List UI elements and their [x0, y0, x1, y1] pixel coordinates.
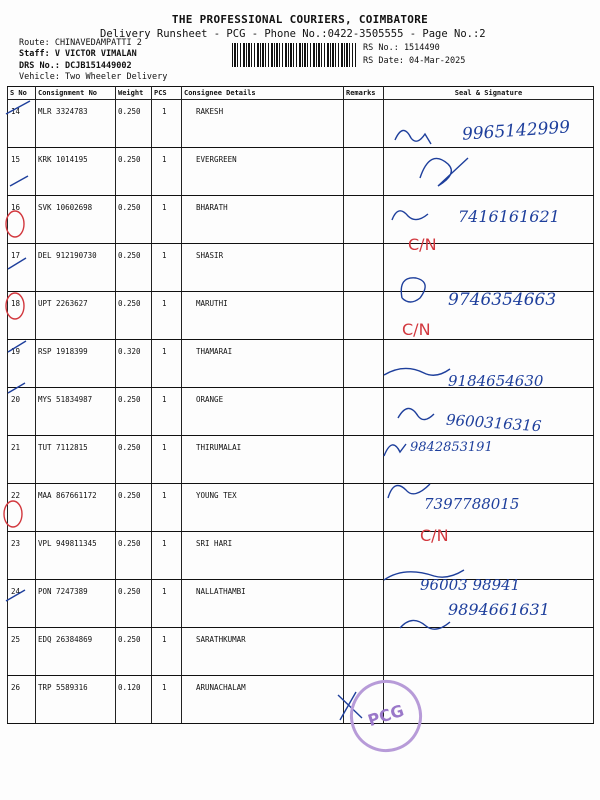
cell-weight: 0.250 [116, 436, 152, 484]
route-label: Route: CHINAVEDAMPATTI 2 [19, 38, 142, 48]
cell-pcs: 1 [152, 484, 182, 532]
cell-weight: 0.250 [116, 148, 152, 196]
signature-row-22 [384, 444, 406, 456]
cell-sno: 22 [8, 484, 36, 532]
cell-consignment-no: KRK 1014195 [36, 148, 116, 196]
cell-weight: 0.250 [116, 628, 152, 676]
cell-weight: 0.320 [116, 340, 152, 388]
cell-consignment-no: MLR 3324783 [36, 100, 116, 148]
cell-sno: 16 [8, 196, 36, 244]
cell-weight: 0.250 [116, 484, 152, 532]
cell-consignment-no: EDQ 26384869 [36, 628, 116, 676]
company-name: THE PROFESSIONAL COURIERS, COIMBATORE [171, 13, 429, 26]
cell-pcs: 1 [152, 100, 182, 148]
col-header-pcs: PCS [152, 87, 182, 100]
phone-row-26: 9894661631 [448, 600, 550, 619]
signature-row-21 [398, 408, 434, 419]
cell-pcs: 1 [152, 388, 182, 436]
signature-row-15 [420, 158, 468, 186]
tick-mark-21 [8, 383, 25, 393]
cell-sno: 20 [8, 388, 36, 436]
cell-consignment-no: DEL 912190730 [36, 244, 116, 292]
phone-row-16: 7416161621 [458, 207, 560, 226]
tick-mark-16 [10, 176, 28, 186]
cell-consignment-no: MYS 51834987 [36, 388, 116, 436]
note-row-17: C/N [408, 235, 437, 254]
col-header-consignment: Consignment No [36, 87, 116, 100]
cell-consignment-no: PON 7247389 [36, 580, 116, 628]
cell-consignee: MARUTHI [182, 292, 344, 340]
rs-date: RS Date: 04-Mar-2025 [363, 56, 466, 66]
runsheet-title: Delivery Runsheet - PCG - Phone No.:0422-3505555 - Page No.:2 [100, 28, 486, 40]
red-circle-19 [6, 293, 24, 319]
cell-pcs: 1 [152, 580, 182, 628]
vehicle-label: Vehicle: Two Wheeler Delivery [19, 72, 168, 82]
col-header-sno: S No [8, 87, 36, 100]
cell-sno: 19 [8, 340, 36, 388]
cell-sno: 15 [8, 148, 36, 196]
rs-number: RS No.: 1514490 [363, 43, 440, 53]
tick-mark-26 [6, 590, 25, 601]
phone-row-23: 7397788015 [424, 495, 520, 513]
phone-row-14: 9965142999 [461, 117, 571, 145]
signature-row-20 [384, 368, 450, 375]
tick-mark-20 [8, 341, 26, 352]
signature-row-14 [395, 130, 431, 144]
cell-sno: 23 [8, 532, 36, 580]
cell-pcs: 1 [152, 532, 182, 580]
cell-consignee: ORANGE [182, 388, 344, 436]
staff-label: Staff: V VICTOR VIMALAN [19, 49, 137, 59]
col-header-signature: Seal & Signature [384, 87, 594, 100]
red-circle-24 [4, 501, 22, 527]
tick-mark-18 [8, 258, 26, 269]
cell-pcs: 1 [152, 244, 182, 292]
cell-sno: 24 [8, 580, 36, 628]
phone-row-20: 9184654630 [448, 372, 544, 390]
cell-weight: 0.250 [116, 292, 152, 340]
cell-weight: 0.250 [116, 580, 152, 628]
phone-row-18: 9746354663 [448, 290, 557, 310]
phone-row-21: 9600316316 [445, 410, 542, 436]
cell-sno: 18 [8, 292, 36, 340]
phone-row-22: 9842853191 [410, 440, 493, 455]
cell-sno: 26 [8, 676, 36, 724]
signature-row-18 [401, 278, 425, 302]
cell-weight: 0.250 [116, 244, 152, 292]
red-circle-17 [6, 211, 24, 237]
cell-sno: 21 [8, 436, 36, 484]
cell-consignee: NALLATHAMBI [182, 580, 344, 628]
cell-pcs: 1 [152, 196, 182, 244]
note-row-24: C/N [420, 526, 449, 545]
phone-row-25: 96003 98941 [420, 576, 521, 594]
company-stamp: PCG [341, 671, 432, 762]
cell-consignee: SHASIR [182, 244, 344, 292]
cell-consignment-no: MAA 867661172 [36, 484, 116, 532]
cell-pcs: 1 [152, 148, 182, 196]
col-header-remarks: Remarks [344, 87, 384, 100]
cell-sno: 25 [8, 628, 36, 676]
cell-sno: 17 [8, 244, 36, 292]
cell-pcs: 1 [152, 676, 182, 724]
cell-weight: 0.250 [116, 388, 152, 436]
cell-pcs: 1 [152, 628, 182, 676]
cell-consignee: SARATHKUMAR [182, 628, 344, 676]
cell-weight: 0.120 [116, 676, 152, 724]
col-header-consignee: Consignee Details [182, 87, 344, 100]
cell-consignment-no: TUT 7112815 [36, 436, 116, 484]
cell-consignment-no: SVK 10602698 [36, 196, 116, 244]
cell-consignee: THIRUMALAI [182, 436, 344, 484]
cell-weight: 0.250 [116, 532, 152, 580]
cell-consignment-no: TRP 5589316 [36, 676, 116, 724]
cell-pcs: 1 [152, 340, 182, 388]
cell-consignment-no: RSP 1918399 [36, 340, 116, 388]
drs-number: DRS No.: DCJB151449002 [19, 61, 132, 71]
tick-mark-14 [6, 101, 30, 114]
cell-consignee: ARUNACHALAM [182, 676, 344, 724]
cell-consignee: SRI HARI [182, 532, 344, 580]
cell-sno: 14 [8, 100, 36, 148]
signature-row-26 [400, 620, 450, 629]
col-header-weight: Weight [116, 87, 152, 100]
cell-consignee: BHARATH [182, 196, 344, 244]
cell-weight: 0.250 [116, 196, 152, 244]
cell-consignee: THAMARAI [182, 340, 344, 388]
signature-row-16 [392, 211, 428, 220]
cell-consignee: YOUNG TEX [182, 484, 344, 532]
cell-pcs: 1 [152, 292, 182, 340]
cell-pcs: 1 [152, 436, 182, 484]
cell-weight: 0.250 [116, 100, 152, 148]
cell-consignment-no: UPT 2263627 [36, 292, 116, 340]
cell-consignee: RAKESH [182, 100, 344, 148]
cell-consignment-no: VPL 949811345 [36, 532, 116, 580]
cell-consignee: EVERGREEN [182, 148, 344, 196]
note-row-19: C/N [402, 320, 431, 339]
